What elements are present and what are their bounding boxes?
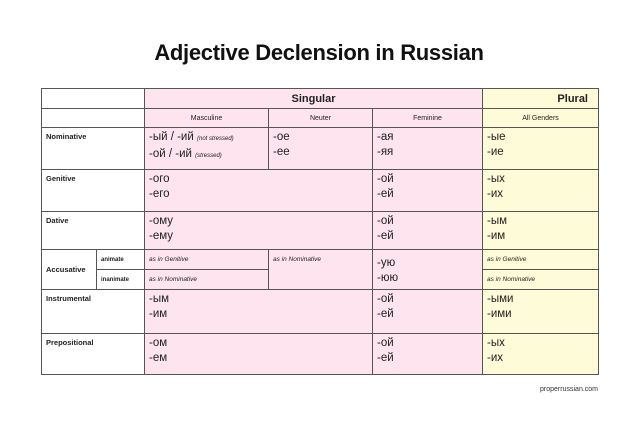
case-label-nominative: Nominative — [42, 128, 145, 170]
corner-cell — [42, 89, 145, 109]
neuter-header: Neuter — [269, 109, 373, 128]
nominative-masculine: -ый / -ий (not stressed) -ой / -ий (stressed) — [145, 128, 269, 170]
table-row — [42, 212, 599, 250]
animate-label: animate — [97, 250, 145, 270]
accusative-neuter: as in Nominative — [269, 250, 373, 290]
instrumental-feminine: -ой -ей — [373, 290, 483, 334]
table-row — [42, 170, 599, 212]
accusative-plural-animate: as in Genitive — [483, 250, 599, 270]
all-genders-header: All Genders — [483, 109, 599, 128]
accusative-masc-animate: as in Genitive — [145, 250, 269, 270]
table-row — [42, 334, 599, 375]
case-label-instrumental: Instrumental — [42, 290, 145, 334]
prepositional-masc-neuter: -ом -ем — [145, 334, 373, 375]
dative-feminine: -ой -ей — [373, 212, 483, 250]
inanimate-label: inanimate — [97, 270, 145, 290]
nominative-neuter: -ое -ее — [269, 128, 373, 170]
accusative-masc-inanimate: as in Nominative — [145, 270, 269, 290]
dative-masc-neuter: -ому -ему — [145, 212, 373, 250]
case-label-dative: Dative — [42, 212, 145, 250]
instrumental-masc-neuter: -ым -им — [145, 290, 373, 334]
feminine-header: Feminine — [373, 109, 483, 128]
instrumental-plural: -ыми -ими — [483, 290, 599, 334]
genitive-masc-neuter: -ого -его — [145, 170, 373, 212]
nominative-feminine: -ая -яя — [373, 128, 483, 170]
corner-cell-2 — [42, 109, 145, 128]
dative-plural: -ым -им — [483, 212, 599, 250]
table-row — [42, 290, 599, 334]
case-label-prepositional: Prepositional — [42, 334, 145, 375]
case-label-genitive: Genitive — [42, 170, 145, 212]
case-label-accusative: Accusative — [42, 250, 97, 290]
page-title: Adjective Declension in Russian — [154, 40, 484, 65]
table-row — [42, 128, 599, 170]
plural-header: Plural — [483, 89, 599, 109]
singular-header: Singular — [145, 89, 483, 109]
masculine-header: Masculine — [145, 109, 269, 128]
prepositional-plural: -ых -их — [483, 334, 599, 375]
table-row — [42, 250, 599, 270]
genitive-plural: -ых -их — [483, 170, 599, 212]
genitive-feminine: -ой -ей — [373, 170, 483, 212]
prepositional-feminine: -ой -ей — [373, 334, 483, 375]
declension-table — [41, 88, 599, 375]
nominative-plural: -ые -ие — [483, 128, 599, 170]
accusative-feminine: -ую -юю — [373, 250, 483, 290]
credit-link[interactable]: properrussian.com — [540, 386, 598, 393]
accusative-plural-inanimate: as in Nominative — [483, 270, 599, 290]
